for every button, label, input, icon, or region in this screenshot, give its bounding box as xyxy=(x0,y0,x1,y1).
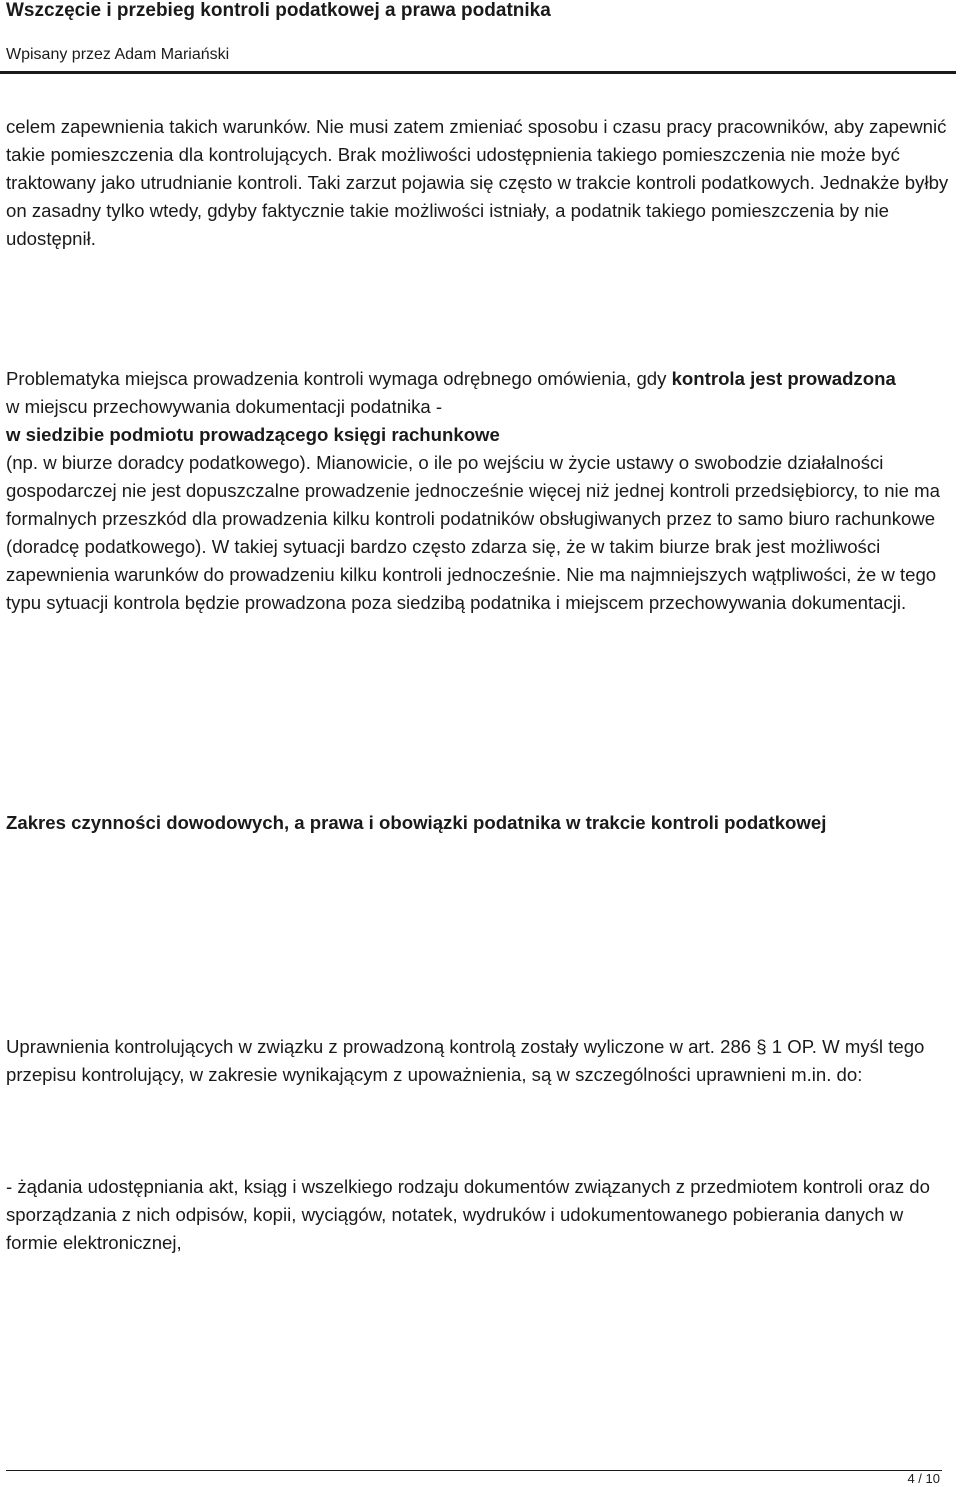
paragraph-text: (np. w biurze doradcy podatkowego). Mianowicie, o ile po wejściu w życie ustawy o swobodzie działalności gospodarczej nie jest dopuszczalne prowadzenie jednocześnie więcej niż jednej kontroli przedsiębiorcy, to nie ma formalnych przeszkód dla prowadzenia kilku kontroli podatników obsługiwanych przez to samo biuro rachunkowe (doradcę podatkowego). W takiej sytuacji bardzo często zdarza się, że w takim biurze brak jest możliwości zapewnienia warunków do prowadzeniu kilku kontroli jednocześnie. Nie ma najmniejszych wątpliwości, że w tego typu sytuacji kontrola będzie prowadzona poza siedzibą podatnika i miejscem przechowywania dokumentacji. xyxy=(6,452,940,613)
page-number: 4 / 10 xyxy=(907,1471,940,1486)
paragraph-workspace: celem zapewnienia takich warunków. Nie musi zatem zmieniać sposobu i czasu pracy pracowników, aby zapewnić takie pomieszczenia dla kontrolujących. Brak możliwości udostępnienia takiego pomieszczenia nie może być traktowany jako utrudnianie kontroli. Taki zarzut pojawia się często w trakcie kontroli podatkowych. Jednakże byłby on zasadny tylko wtedy, gdyby faktycznie takie możliwości istniały, a podatnik takiego pomieszczenia by nie udostępnił. xyxy=(6,116,949,249)
paragraph-powers: Uprawnienia kontrolujących w związku z prowadzoną kontrolą zostały wyliczone w art. 286 § 1 OP. W myśl tego przepisu kontrolujący, w zakresie wynikającym z upoważnienia, są w szczególności uprawnieni m.in. do: xyxy=(6,1036,925,1085)
author-line: Wpisany przez Adam Mariański xyxy=(6,46,230,63)
list-item-documents: - żądania udostępniania akt, ksiąg i wszelkiego rodzaju dokumentów związanych z przedmiotem kontroli oraz do sporządzania z nich odpisów, kopii, wyciągów, notatek, wydruków i udokumentowanego pobierania danych w formie elektronicznej, xyxy=(6,1176,930,1253)
paragraph-line: w miejscu przechowywania dokumentacji podatnika - xyxy=(6,396,443,417)
footer-divider xyxy=(6,1470,942,1471)
document-title: Wszczęcie i przebieg kontroli podatkowej a prawa podatnika xyxy=(6,0,551,21)
paragraph-control-location xyxy=(6,365,954,617)
bold-phrase-seat: w siedzibie podmiotu prowadzącego księgi rachunkowe xyxy=(6,424,500,445)
page-header xyxy=(6,0,956,65)
section-heading: Zakres czynności dowodowych, a prawa i obowiązki podatnika w trakcie kontroli podatkowej xyxy=(6,812,827,833)
bold-phrase-control: kontrola jest prowadzona xyxy=(671,368,896,389)
article-body xyxy=(6,113,954,1257)
header-divider xyxy=(0,71,956,74)
paragraph-text: Problematyka miejsca prowadzenia kontroli wymaga odrębnego omówienia, gdy xyxy=(6,368,672,389)
